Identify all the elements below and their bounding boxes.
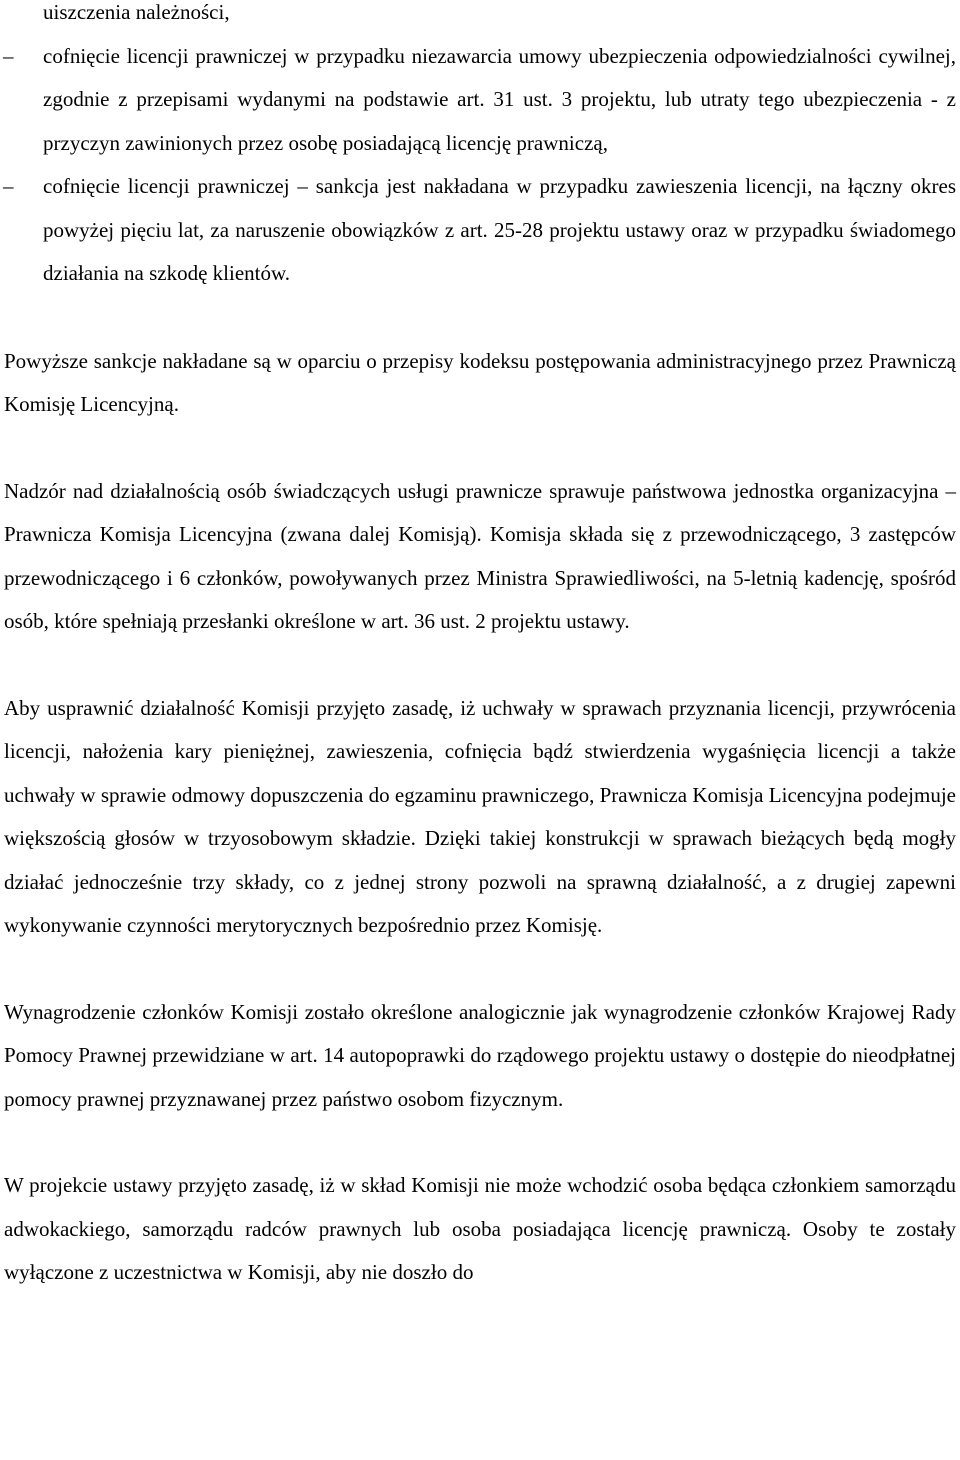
list-dash: – bbox=[3, 43, 14, 68]
body-paragraph: Powyższe sankcje nakładane są w oparciu o przepisy kodeksu postępowania administracyjnego przez Prawniczą Komisję Licencyjną. bbox=[4, 348, 956, 416]
list-dash: – bbox=[3, 174, 14, 198]
body-paragraph: Wynagrodzenie członków Komisji zostało określone analogicznie jak wynagrodzenie członków Krajowej Rady Pomocy Prawnej przewidziane w art. 14 autopoprawki do rządowego projektu ustawy o dostępie do nieodpłatnej pomocy prawnej przyznawanej przez państwo osobom fizycznym. bbox=[4, 999, 956, 1111]
list-item bbox=[0, 0, 960, 35]
list-item bbox=[0, 35, 960, 166]
body-paragraph: W projekcie ustawy przyjęto zasadę, iż w skład Komisji nie może wchodzić osoba będąca członkiem samorządu adwokackiego, samorządu radców prawnych lub osoba posiadająca licencję prawniczą. Osoby te zostały wyłączone z uczestnictwa w Komisji, aby nie doszło do bbox=[4, 1173, 956, 1284]
list-item bbox=[0, 165, 960, 296]
body-paragraph: Aby usprawnić działalność Komisji przyjęto zasadę, iż uchwały w sprawach przyznania licencji, przywrócenia licencji, nałożenia kary pieniężnej, zawieszenia, cofnięcia bądź stwierdzenia wygaśnięcia licencji a także uchwały w sprawie odmowy dopuszczenia do egzaminu prawniczego, Prawnicza Komisja Licencyjna podejmuje większością głosów w trzyosobowym składzie. Dzięki takiej konstrukcji w sprawach bieżących będą mogły działać jednocześnie trzy składy, co z jednej strony pozwoli na sprawną działalność, a z drugiej zapewni wykonywanie czynności merytorycznych bezpośrednio przez Komisję. bbox=[4, 695, 956, 937]
list-item-text: cofnięcie licencji prawniczej w przypadku niezawarcia umowy ubezpieczenia odpowiedzialności cywilnej, zgodnie z przepisami wydanymi na podstawie art. 31 ust. 3 projektu, lub utraty tego ubezpieczenia - z przyczyn zawinionych przez osobę posiadającą licencję prawniczą, bbox=[43, 43, 956, 155]
list-item-text: uiszczenia należności, bbox=[43, 0, 230, 24]
body-paragraph: Nadzór nad działalnością osób świadczących usługi prawnicze sprawuje państwowa jednostka organizacyjna – Prawnicza Komisja Licencyjna (zwana dalej Komisją). Komisja składa się z przewodniczącego, 3 zastępców przewodniczącego i 6 członków, powoływanych przez Ministra Sprawiedliwości, na 5-letnią kadencję, spośród osób, które spełniają przesłanki określone w art. 36 ust. 2 projektu ustawy. bbox=[4, 478, 956, 633]
list-item-text: cofnięcie licencji prawniczej – sankcja jest nakładana w przypadku zawieszenia licencji, na łączny okres powyżej pięciu lat, za naruszenie obowiązków z art. 25-28 projektu ustawy oraz w przypadku świadomego działania na szkodę klientów. bbox=[43, 174, 956, 285]
